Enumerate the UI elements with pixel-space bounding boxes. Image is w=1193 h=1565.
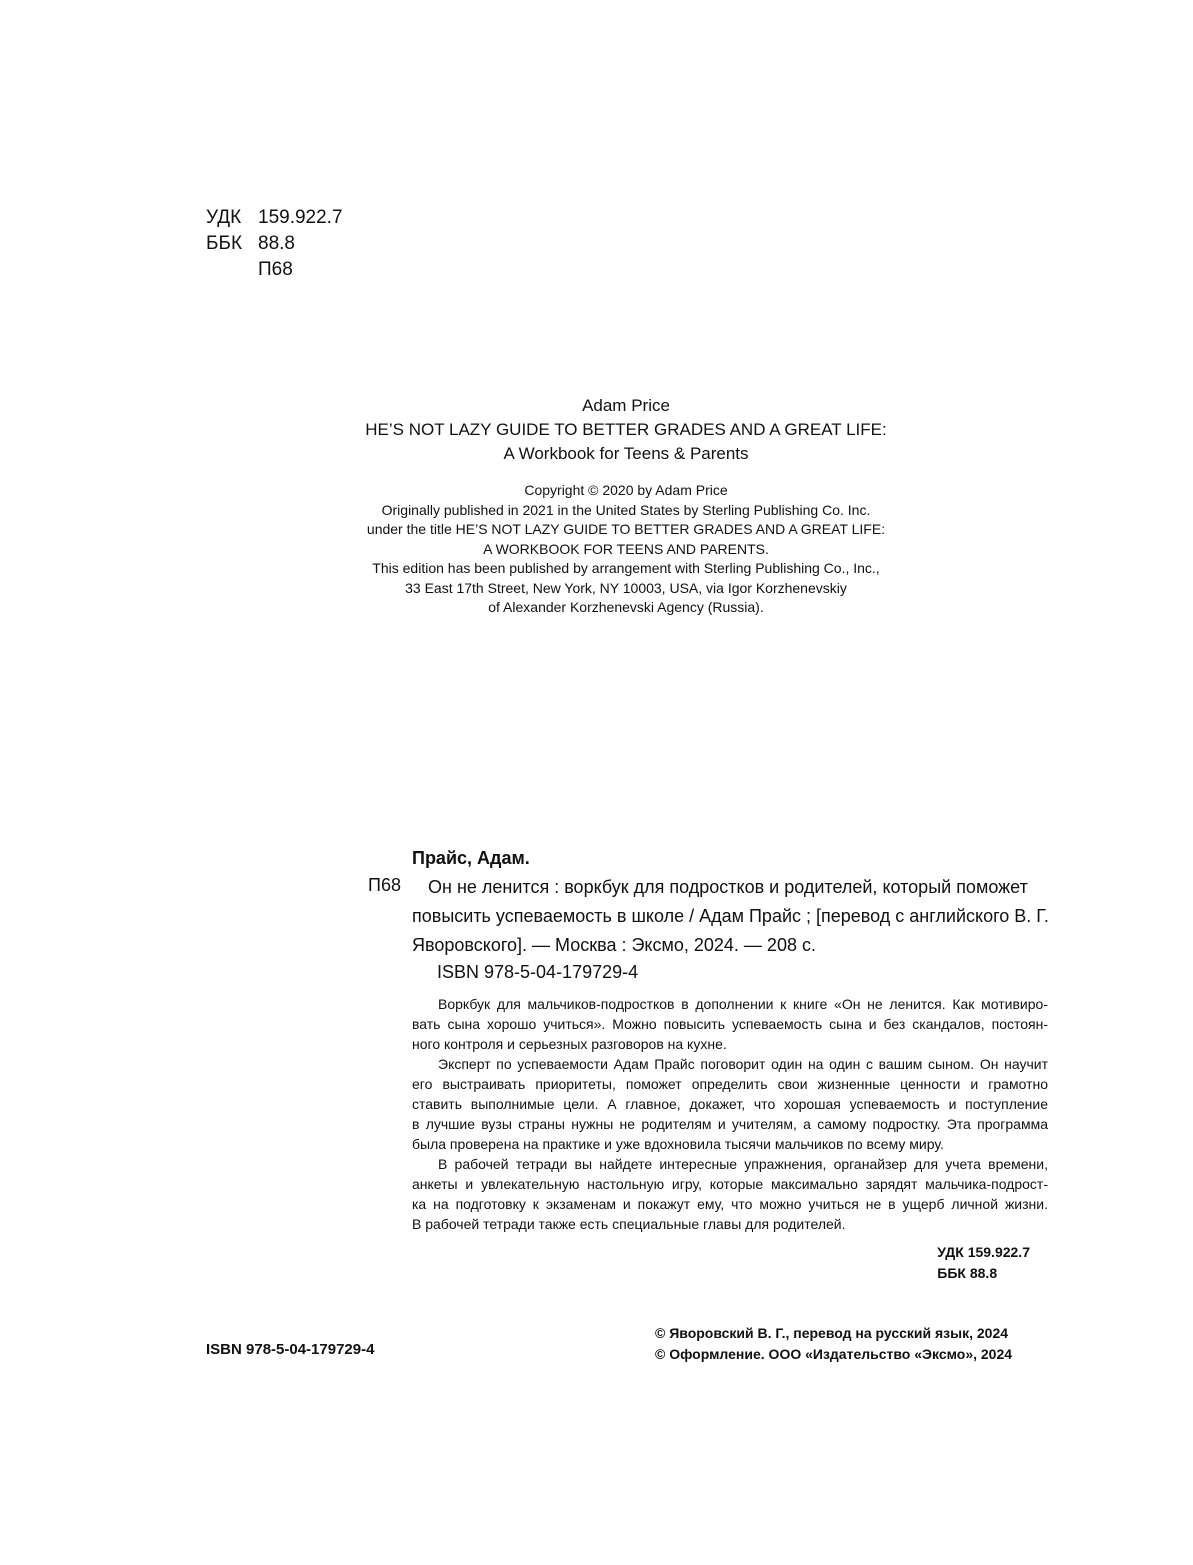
copyright-notice-block [296, 481, 956, 618]
original-edition-block [296, 394, 956, 466]
annotation-line: вать сына хорошо учиться». Можно повысить успеваемость сына и без скандалов, постоян- [412, 1016, 1048, 1032]
copyright-line: 33 East 17th Street, New York, NY 10003, USA, via Igor Korzhenevskiy [405, 579, 847, 596]
card-isbn: ISBN 978-5-04-179729-4 [437, 962, 639, 982]
card-author-code: П68 [368, 875, 401, 895]
annotation-line: ка на подготовку к экзаменам и покажут ему, что можно учиться не в ущерб личной жизни. [412, 1196, 1048, 1212]
annotation-line: ставить выполнимые цели. А главное, докажет, что хорошая успеваемость и поступление [412, 1096, 1048, 1112]
copyright-line: Originally published in 2021 in the United States by Sterling Publishing Co. Inc. [381, 501, 871, 518]
card-description-text: Он не ленится : воркбук для подростков и родителей, который поможет повысить успеваемость в школе / Адам Прайс ; [перевод с английского В. Г. Яворовского]. — Москва : Эксмо, 2024. — 208 с. [412, 877, 1049, 955]
classification-codes-right [937, 1242, 1030, 1284]
bbk-row [206, 231, 343, 257]
annotation-line: В рабочей тетради вы найдете интересные упражнения, органайзер для учета времени, [438, 1156, 1048, 1172]
annotation-line: была проверена на практике и уже вдохновила тысячи мальчиков по всему миру. [412, 1136, 944, 1152]
author-mark: П68 [258, 259, 293, 280]
annotation-line: анкеты и увлекательную настольную игру, которые максимально зарядят мальчика-подрост- [412, 1176, 1048, 1192]
bbk-value: 88.8 [258, 233, 295, 254]
original-subtitle: A Workbook for Teens & Parents [503, 444, 749, 463]
copyright-line: of Alexander Korzhenevski Agency (Russia). [488, 599, 764, 615]
annotation-paragraph [412, 1154, 1048, 1234]
bbk-right: ББК 88.8 [937, 1265, 998, 1281]
udk-value: 159.922.7 [258, 207, 343, 228]
card-bibliographic-description [412, 873, 1052, 960]
copyright-design: © Оформление. ООО «Издательство «Эксмо», 2024 [655, 1346, 1013, 1362]
author-mark-row [206, 257, 343, 283]
udk-label: УДК [206, 207, 242, 228]
russian-copyrights [655, 1323, 1012, 1365]
annotation-line: ного контроля и серьезных разговоров на кухне. [412, 1036, 727, 1052]
card-author-heading: Прайс, Адам. [412, 848, 530, 868]
annotation-line: Воркбук для мальчиков-подростков в дополнении к книге «Он не ленится. Как мотивиро- [438, 996, 1048, 1012]
isbn-bottom: ISBN 978-5-04-179729-4 [206, 1341, 375, 1358]
annotation-paragraph [412, 1054, 1048, 1154]
udk-right: УДК 159.922.7 [937, 1244, 1030, 1260]
copyright-line: under the title HE’S NOT LAZY GUIDE TO BETTER GRADES AND A GREAT LIFE: [366, 521, 886, 537]
annotation-line: В рабочей тетради также есть специальные главы для родителей. [412, 1216, 846, 1232]
annotation-paragraph [412, 994, 1048, 1054]
classification-block [206, 205, 343, 283]
annotation-block [412, 994, 1048, 1234]
original-title: HE’S NOT LAZY GUIDE TO BETTER GRADES AND A GREAT LIFE: [365, 420, 887, 439]
annotation-line: в лучшие вузы страны нужны не родителям и учителям, а самому подростку. Эта программа [412, 1116, 1048, 1132]
copyright-line: A WORKBOOK FOR TEENS AND PARENTS. [483, 540, 769, 557]
copyright-line: Copyright © 2020 by Adam Price [524, 482, 728, 498]
annotation-line: его выстраивать приоритеты, поможет определить свои жизненные ценности и грамотно [412, 1076, 1048, 1092]
copyright-line: This edition has been published by arrangement with Sterling Publishing Co., Inc., [372, 560, 880, 576]
original-author: Adam Price [582, 396, 670, 415]
annotation-line: Эксперт по успеваемости Адам Прайс поговорит один на один с вашим сыном. Он научит [438, 1056, 1048, 1072]
bbk-label: ББК [206, 233, 243, 254]
copyright-translation: © Яворовский В. Г., перевод на русский язык, 2024 [655, 1325, 1009, 1341]
udk-row [206, 205, 343, 231]
